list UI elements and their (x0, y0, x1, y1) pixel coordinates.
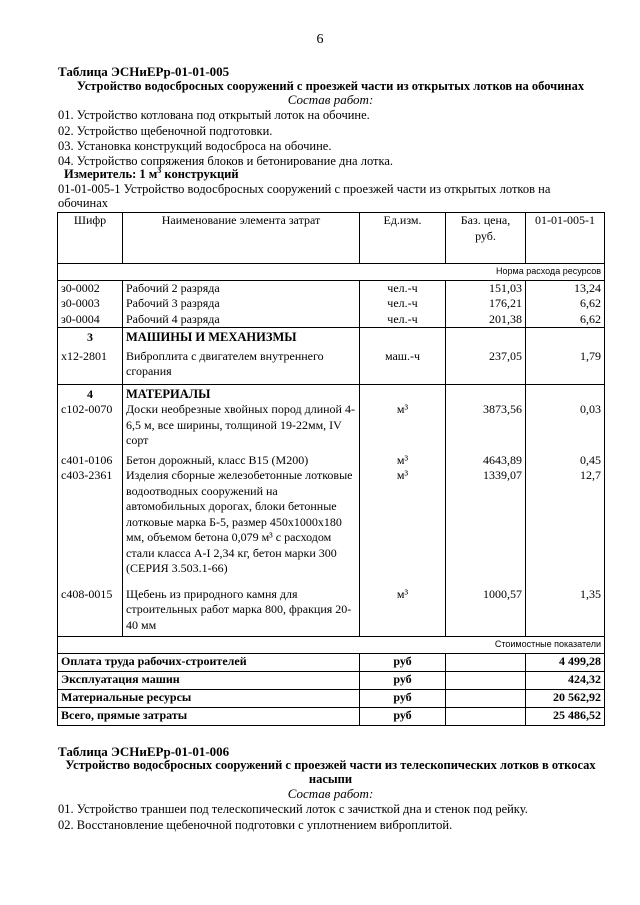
row-unit: чел.-ч (360, 280, 446, 296)
row-code: с408-0015 (58, 587, 123, 637)
row-norm: 6,62 (526, 312, 605, 328)
table-row (58, 296, 605, 312)
header-unit: Ед.изм. (360, 213, 446, 264)
resource-table (57, 212, 605, 726)
row-code: х12-2801 (58, 346, 123, 385)
table1-work-1: 01. Устройство котлована под открытый лоток на обочине. (58, 108, 370, 122)
norm-caption: Норма расхода ресурсов (58, 264, 605, 281)
summary-value: 4 499,28 (526, 653, 605, 671)
row-price: 151,03 (446, 280, 526, 296)
table1-work-2: 02. Устройство щебеночной подготовки. (58, 124, 273, 138)
table-row (58, 453, 605, 469)
group-name: МАШИНЫ И МЕХАНИЗМЫ (123, 328, 360, 346)
summary-name: Эксплуатация машин (58, 671, 360, 689)
row-price: 201,38 (446, 312, 526, 328)
summary-row (58, 653, 605, 671)
row-code: с401-0106 (58, 453, 123, 469)
row-code: з0-0002 (58, 280, 123, 296)
row-price: 1000,57 (446, 587, 526, 637)
header-norm: 01-01-005-1 (526, 213, 605, 264)
row-norm: 13,24 (526, 280, 605, 296)
row-unit: м³ (360, 402, 446, 453)
header-price: Баз. цена, руб. (446, 213, 526, 264)
table1-code-line: 01-01-005-1 Устройство водосбросных сооружений с проезжей части из открытых лотков на обочинах (58, 182, 551, 210)
row-norm: 1,35 (526, 587, 605, 637)
header-code: Шифр (58, 213, 123, 264)
table2-work-2: 02. Восстановление щебеночной подготовки с уплотнением виброплитой. (58, 818, 453, 832)
page-number: 6 (316, 32, 324, 47)
table-row (58, 280, 605, 296)
summary-unit: руб (360, 689, 446, 707)
group-number: 4 (58, 384, 123, 402)
table2-composition-label: Состав работ: (287, 786, 374, 801)
summary-row (58, 689, 605, 707)
row-unit: маш.-ч (360, 346, 446, 385)
summary-unit: руб (360, 653, 446, 671)
table1-meter: Измеритель: 1 $м^3$ конструкций (64, 165, 239, 181)
cost-caption-row (58, 637, 605, 654)
row-price: 237,05 (446, 346, 526, 385)
row-price: 1339,07 (446, 468, 526, 587)
summary-name: Оплата труда рабочих-строителей (58, 653, 360, 671)
row-norm: 12,7 (526, 468, 605, 587)
row-name: Изделия сборные железобетонные лотковые водоотводных сооружений на автомобильных дорогах, блоки бетонные лотковые марка Б-5, размер 450х1000х180 мм, объемом бетона 0,079 м³ с расходом стали класса А-I 2,34 кг, бетон марки 300 (СЕРИЯ 3.503.1-66) (123, 468, 360, 587)
table1-composition-label: Состав работ: (287, 92, 374, 107)
row-unit: м³ (360, 587, 446, 637)
row-price: 176,21 (446, 296, 526, 312)
table2-subtitle: Устройство водосбросных сооружений с проезжей части из телескопических лотков в откосах насыпи (65, 758, 596, 786)
table1-work-3: 03. Установка конструкций водосброса на обочине. (58, 139, 332, 153)
row-code: з0-0003 (58, 296, 123, 312)
summary-unit: руб (360, 707, 446, 725)
group-row (58, 384, 605, 402)
table-row (58, 402, 605, 453)
group-number: 3 (58, 328, 123, 346)
row-norm: 0,45 (526, 453, 605, 469)
row-norm: 1,79 (526, 346, 605, 385)
summary-row (58, 671, 605, 689)
summary-row (58, 707, 605, 725)
row-name: Рабочий 4 разряда (123, 312, 360, 328)
row-code: с102-0070 (58, 402, 123, 453)
summary-unit: руб (360, 671, 446, 689)
row-unit: чел.-ч (360, 296, 446, 312)
summary-value: 25 486,52 (526, 707, 605, 725)
summary-name: Всего, прямые затраты (58, 707, 360, 725)
summary-value: 424,32 (526, 671, 605, 689)
summary-name: Материальные ресурсы (58, 689, 360, 707)
row-price: 3873,56 (446, 402, 526, 453)
table-row (58, 468, 605, 587)
header-name: Наименование элемента затрат (123, 213, 360, 264)
table-row (58, 346, 605, 385)
table2-work-1: 01. Устройство траншеи под телескопический лоток с зачисткой дна и стенок под рейку. (58, 802, 528, 816)
summary-value: 20 562,92 (526, 689, 605, 707)
row-code: с403-2361 (58, 468, 123, 587)
table1-work-4: 04. Устройство сопряжения блоков и бетонирование дна лотка. (58, 154, 394, 168)
row-unit: чел.-ч (360, 312, 446, 328)
row-code: з0-0004 (58, 312, 123, 328)
table-row (58, 587, 605, 637)
table1-subtitle: Устройство водосбросных сооружений с проезжей части из открытых лотков на обочинах (76, 79, 585, 93)
row-name: Рабочий 3 разряда (123, 296, 360, 312)
row-unit: м³ (360, 453, 446, 469)
row-norm: 0,03 (526, 402, 605, 453)
table-row (58, 312, 605, 328)
row-price: 4643,89 (446, 453, 526, 469)
group-row (58, 328, 605, 346)
row-name: Рабочий 2 разряда (123, 280, 360, 296)
row-unit: м³ (360, 468, 446, 587)
table2-title: Таблица ЭСНиЕРр-01-01-006 (58, 744, 230, 759)
row-name: Доски необрезные хвойных пород длиной 4-6,5 м, все ширины, толщиной 19-22мм, IV сорт (123, 402, 360, 453)
row-name: Щебень из природного камня для строительных работ марка 800, фракция 20-40 мм (123, 587, 360, 637)
row-norm: 6,62 (526, 296, 605, 312)
row-name: Виброплита с двигателем внутреннего сгорания (123, 346, 360, 385)
group-name: МАТЕРИАЛЫ (123, 384, 360, 402)
row-name: Бетон дорожный, класс В15 (М200) (123, 453, 360, 469)
table1-title: Таблица ЭСНиЕРр-01-01-005 (58, 64, 230, 79)
norm-caption-row (58, 264, 605, 281)
table-header-row (58, 213, 605, 264)
cost-caption: Стоимостные показатели (58, 637, 605, 654)
